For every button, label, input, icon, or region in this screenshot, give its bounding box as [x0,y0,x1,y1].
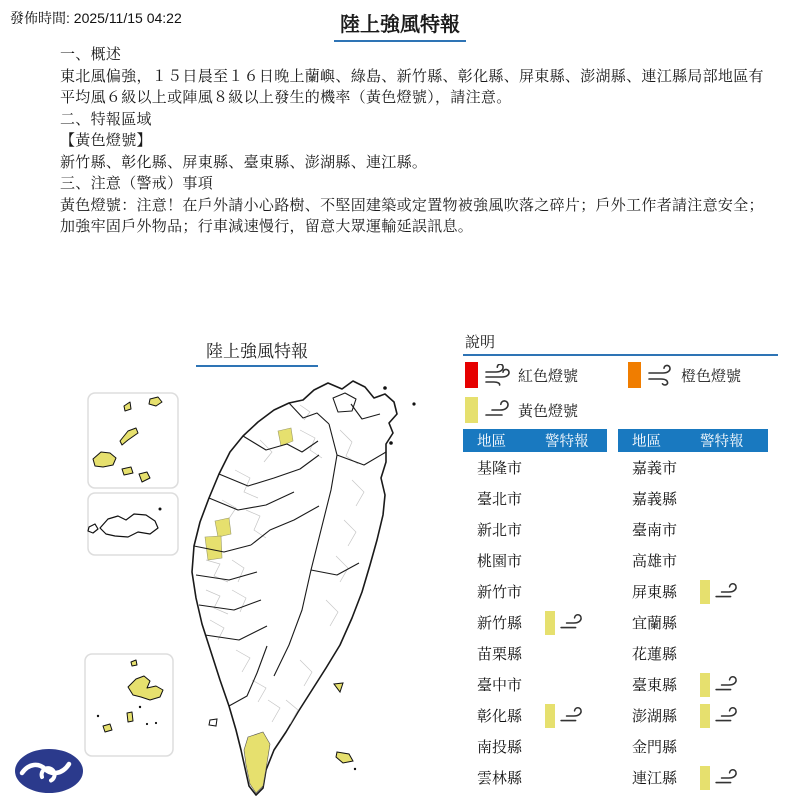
table-row [618,576,768,607]
report-line: 加強牢固戶外物品；行車減速慢行，留意大眾運輸延誤訊息。 [60,218,474,235]
county-name: 臺南市 [632,522,678,539]
county-name: 基隆市 [477,460,523,477]
county-name: 苗栗縣 [477,646,523,663]
changhua-patch-2 [205,536,222,560]
table-row [463,669,607,700]
legend-label: 紅色燈號 [518,367,579,385]
county-name: 連江縣 [632,770,678,787]
warning-cell [700,766,740,790]
legend-label: 橙色燈號 [681,367,742,385]
yellow-light-swatch [465,397,478,423]
county-name: 嘉義市 [632,460,678,477]
county-name: 雲林縣 [477,770,523,787]
legend-item-red [465,361,578,389]
table-header [618,429,768,452]
table-row [618,669,768,700]
legend-item-orange [628,361,741,389]
county-name: 新竹縣 [477,615,523,632]
table-row [463,731,607,762]
table-row [463,452,607,483]
yellow-light-badge [545,704,555,728]
table-row [463,700,607,731]
county-name: 宜蘭縣 [632,615,678,632]
table-row [463,638,607,669]
table-row [618,545,768,576]
report-line: 新竹縣、彰化縣、屏東縣、臺東縣、澎湖縣、連江縣。 [60,153,428,171]
column-header-region: 地區 [632,434,661,450]
table-body [618,452,768,793]
orange-light-swatch [628,362,641,388]
warning-cell [545,704,585,728]
county-name: 新竹市 [477,584,523,601]
page-title: 陸上強風特報 [334,8,466,42]
county-name: 彰化縣 [477,708,523,725]
column-header-warning: 警特報 [700,434,744,450]
yellow-light-badge [700,704,710,728]
county-name: 桃園市 [477,553,523,570]
table-row [618,483,768,514]
region-table-left [463,429,607,793]
yellow-light-badge [700,673,710,697]
liuqiu-island [209,719,217,726]
county-name: 臺北市 [477,491,523,508]
column-header-region: 地區 [477,434,506,450]
region-table-right [618,429,768,793]
table-row [618,452,768,483]
green-island [334,683,343,692]
table-row [618,700,768,731]
wind-icon [714,768,740,788]
table-body [463,452,607,793]
column-header-warning: 警特報 [545,434,589,450]
warning-cell [700,580,740,604]
wind-icon [714,706,740,726]
red-light-swatch [465,362,478,388]
changhua-patch-1 [215,518,231,537]
table-row [463,483,607,514]
medium-wind-icon [647,364,675,386]
wind-icon [714,582,740,602]
legend-label: 黃色燈號 [518,402,579,420]
inset-penghu [85,654,173,756]
cwa-logo [12,746,86,796]
table-row [463,514,607,545]
county-name: 南投縣 [477,739,523,756]
county-name: 金門縣 [632,739,678,756]
county-name: 嘉義縣 [632,491,678,508]
table-row [463,607,607,638]
legend-divider [463,354,778,356]
county-name: 澎湖縣 [632,708,678,725]
report-line: 二、特報區域 [60,110,152,128]
county-name: 屏東縣 [632,584,678,601]
yellow-light-badge [700,580,710,604]
report-line: 一、概述 [60,46,122,63]
report-line: 平均風６級以上或陣風８級以上發生的機率（黃色燈號），請注意。 [60,89,512,106]
report-line: 【黃色燈號】 [60,132,152,149]
county-name: 新北市 [477,522,523,539]
warning-cell [545,611,585,635]
advisory-text [60,44,784,238]
county-name: 高雄市 [632,553,678,570]
warning-cell [700,704,740,728]
table-row [618,514,768,545]
wind-icon [559,706,585,726]
publish-time: 發佈時間: 2025/11/15 04:22 [10,10,182,26]
inset-matsu [88,393,178,488]
table-row [618,638,768,669]
wind-icon [714,675,740,695]
taiwan-outline [192,381,397,795]
orchid-island [336,752,353,763]
report-line: 三、注意（警戒）事項 [60,175,214,192]
legend-item-yellow [465,396,578,424]
county-name: 臺中市 [477,677,523,694]
strong-wind-icon [484,364,512,386]
taiwan-map [80,368,445,800]
table-row [463,576,607,607]
legend-title: 說明 [465,334,496,351]
table-row [618,762,768,793]
table-row [463,545,607,576]
warning-cell [700,673,740,697]
map-title: 陸上強風特報 [196,337,318,367]
wind-icon [559,613,585,633]
yellow-light-badge [700,766,710,790]
county-name: 花蓮縣 [632,646,678,663]
yellow-light-badge [545,611,555,635]
report-line: 黃色燈號：注意！在戶外請小心路樹、不堅固建築或定置物被強風吹落之碎片；戶外工作者請注意安全； [60,196,764,214]
table-row [618,731,768,762]
table-row [463,762,607,793]
table-header [463,429,607,452]
report-line: 東北風偏強，１５日晨至１６日晚上蘭嶼、綠島、新竹縣、彰化縣、屏東縣、澎湖縣、連江縣局部地區有 [60,67,764,85]
table-row [618,607,768,638]
county-name: 臺東縣 [632,677,678,694]
light-wind-icon [484,399,512,421]
